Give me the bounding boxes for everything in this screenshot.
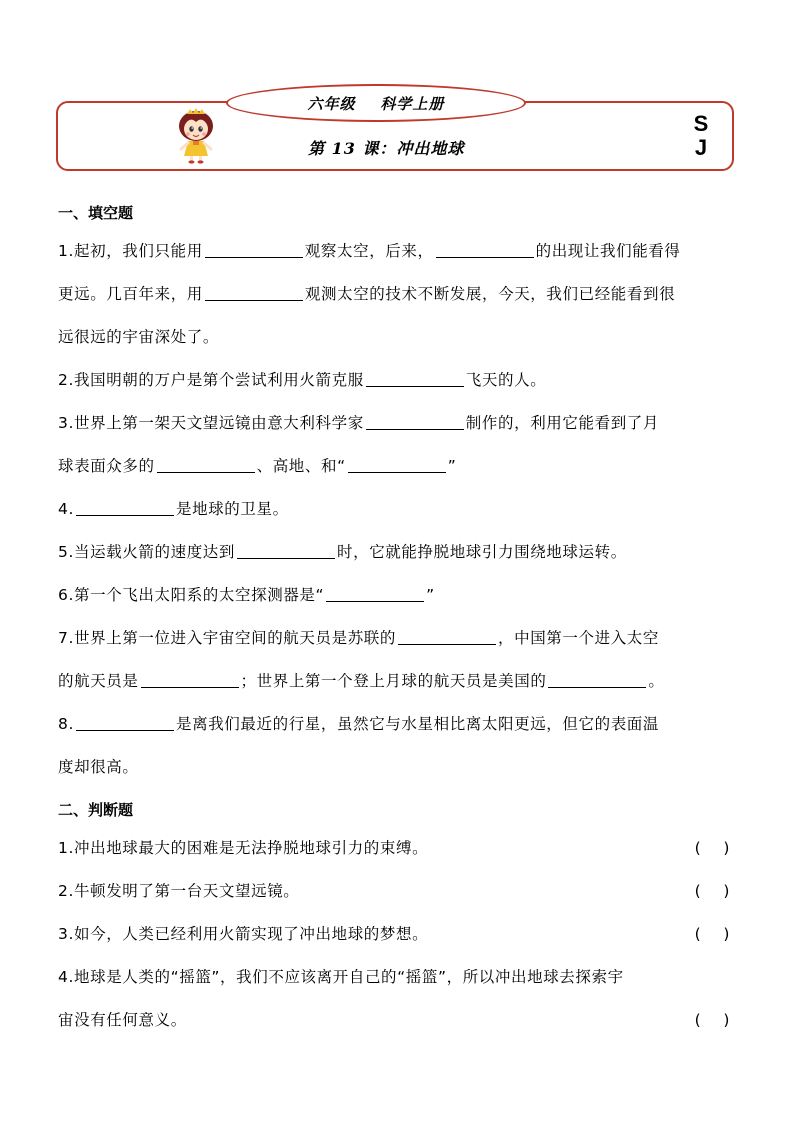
answer-blank[interactable]: [436, 241, 534, 258]
answer-blank[interactable]: [76, 714, 174, 731]
question-5: 5.当运载火箭的速度达到 时，它就能挣脱地球引力围绕地球运转。: [58, 543, 627, 561]
answer-blank[interactable]: [366, 370, 464, 387]
answer-blank[interactable]: [366, 413, 464, 430]
tf-question-1: 1.冲出地球最大的困难是无法挣脱地球引力的束缚。 ( ): [58, 827, 742, 870]
badge-letter-s: S: [693, 111, 709, 136]
section-title-fill-in: 一、填空题: [58, 204, 134, 222]
answer-blank[interactable]: [157, 456, 255, 473]
question-7: 7.世界上第一位进入宇宙空间的航天员是苏联的 ，中国第一个进入太空 的航天员是 ；世界上第一个登上月球的航天员是美国的 。: [58, 629, 665, 690]
question-2: 2.我国明朝的万户是第个尝试利用火箭克服 飞天的人。: [58, 371, 547, 389]
answer-blank[interactable]: [205, 241, 303, 258]
tf-question-3: 3.如今，人类已经利用火箭实现了冲出地球的梦想。 ( ): [58, 913, 742, 956]
section-title-true-false: 二、判断题: [58, 801, 134, 819]
grade-oval: [226, 84, 526, 122]
question-6: 6.第一个飞出太阳系的太空探测器是“ ”: [58, 586, 435, 604]
question-3: 3.世界上第一架天文望远镜由意大利科学家 制作的，利用它能看到了月 球表面众多的 、高地、和“ ”: [58, 414, 659, 475]
tf-question-2: 2.牛顿发明了第一台天文望远镜。 ( ): [58, 870, 742, 913]
lesson-title: 第 13 课：冲出地球: [308, 139, 465, 158]
answer-blank[interactable]: [205, 284, 303, 301]
worksheet-header: [56, 84, 738, 174]
answer-blank[interactable]: [398, 628, 496, 645]
answer-parentheses[interactable]: ( ): [694, 839, 730, 857]
answer-blank[interactable]: [141, 671, 239, 688]
answer-parentheses[interactable]: ( ): [694, 925, 730, 943]
answer-blank[interactable]: [548, 671, 646, 688]
worksheet-body: [58, 196, 742, 1042]
grade-subject: 六年级 科学上册: [307, 94, 445, 113]
question-8: 8. 是离我们最近的行星，虽然它与水星相比离太阳更远，但它的表面温 度却很高。: [58, 715, 660, 776]
cartoon-girl-icon: [172, 108, 220, 164]
badge-letter-j: J: [694, 135, 708, 160]
answer-blank[interactable]: [348, 456, 446, 473]
answer-blank[interactable]: [76, 499, 174, 516]
answer-blank[interactable]: [326, 585, 424, 602]
publisher-badge: [690, 112, 712, 160]
answer-parentheses[interactable]: ( ): [694, 1011, 730, 1029]
tf-question-4: 4.地球是人类的“摇篮”，我们不应该离开自己的“摇篮”，所以冲出地球去探索宇 宙没有任何意义。 ( ): [58, 956, 742, 1042]
question-1: 1.起初，我们只能用 观察太空，后来， 的出现让我们能看得 更远。几百年来，用 观测太空的技术不断发展，今天，我们已经能看到很 远很远的宇宙深处了。: [58, 242, 681, 346]
question-4: 4. 是地球的卫星。: [58, 500, 289, 518]
answer-blank[interactable]: [237, 542, 335, 559]
answer-parentheses[interactable]: ( ): [694, 882, 730, 900]
